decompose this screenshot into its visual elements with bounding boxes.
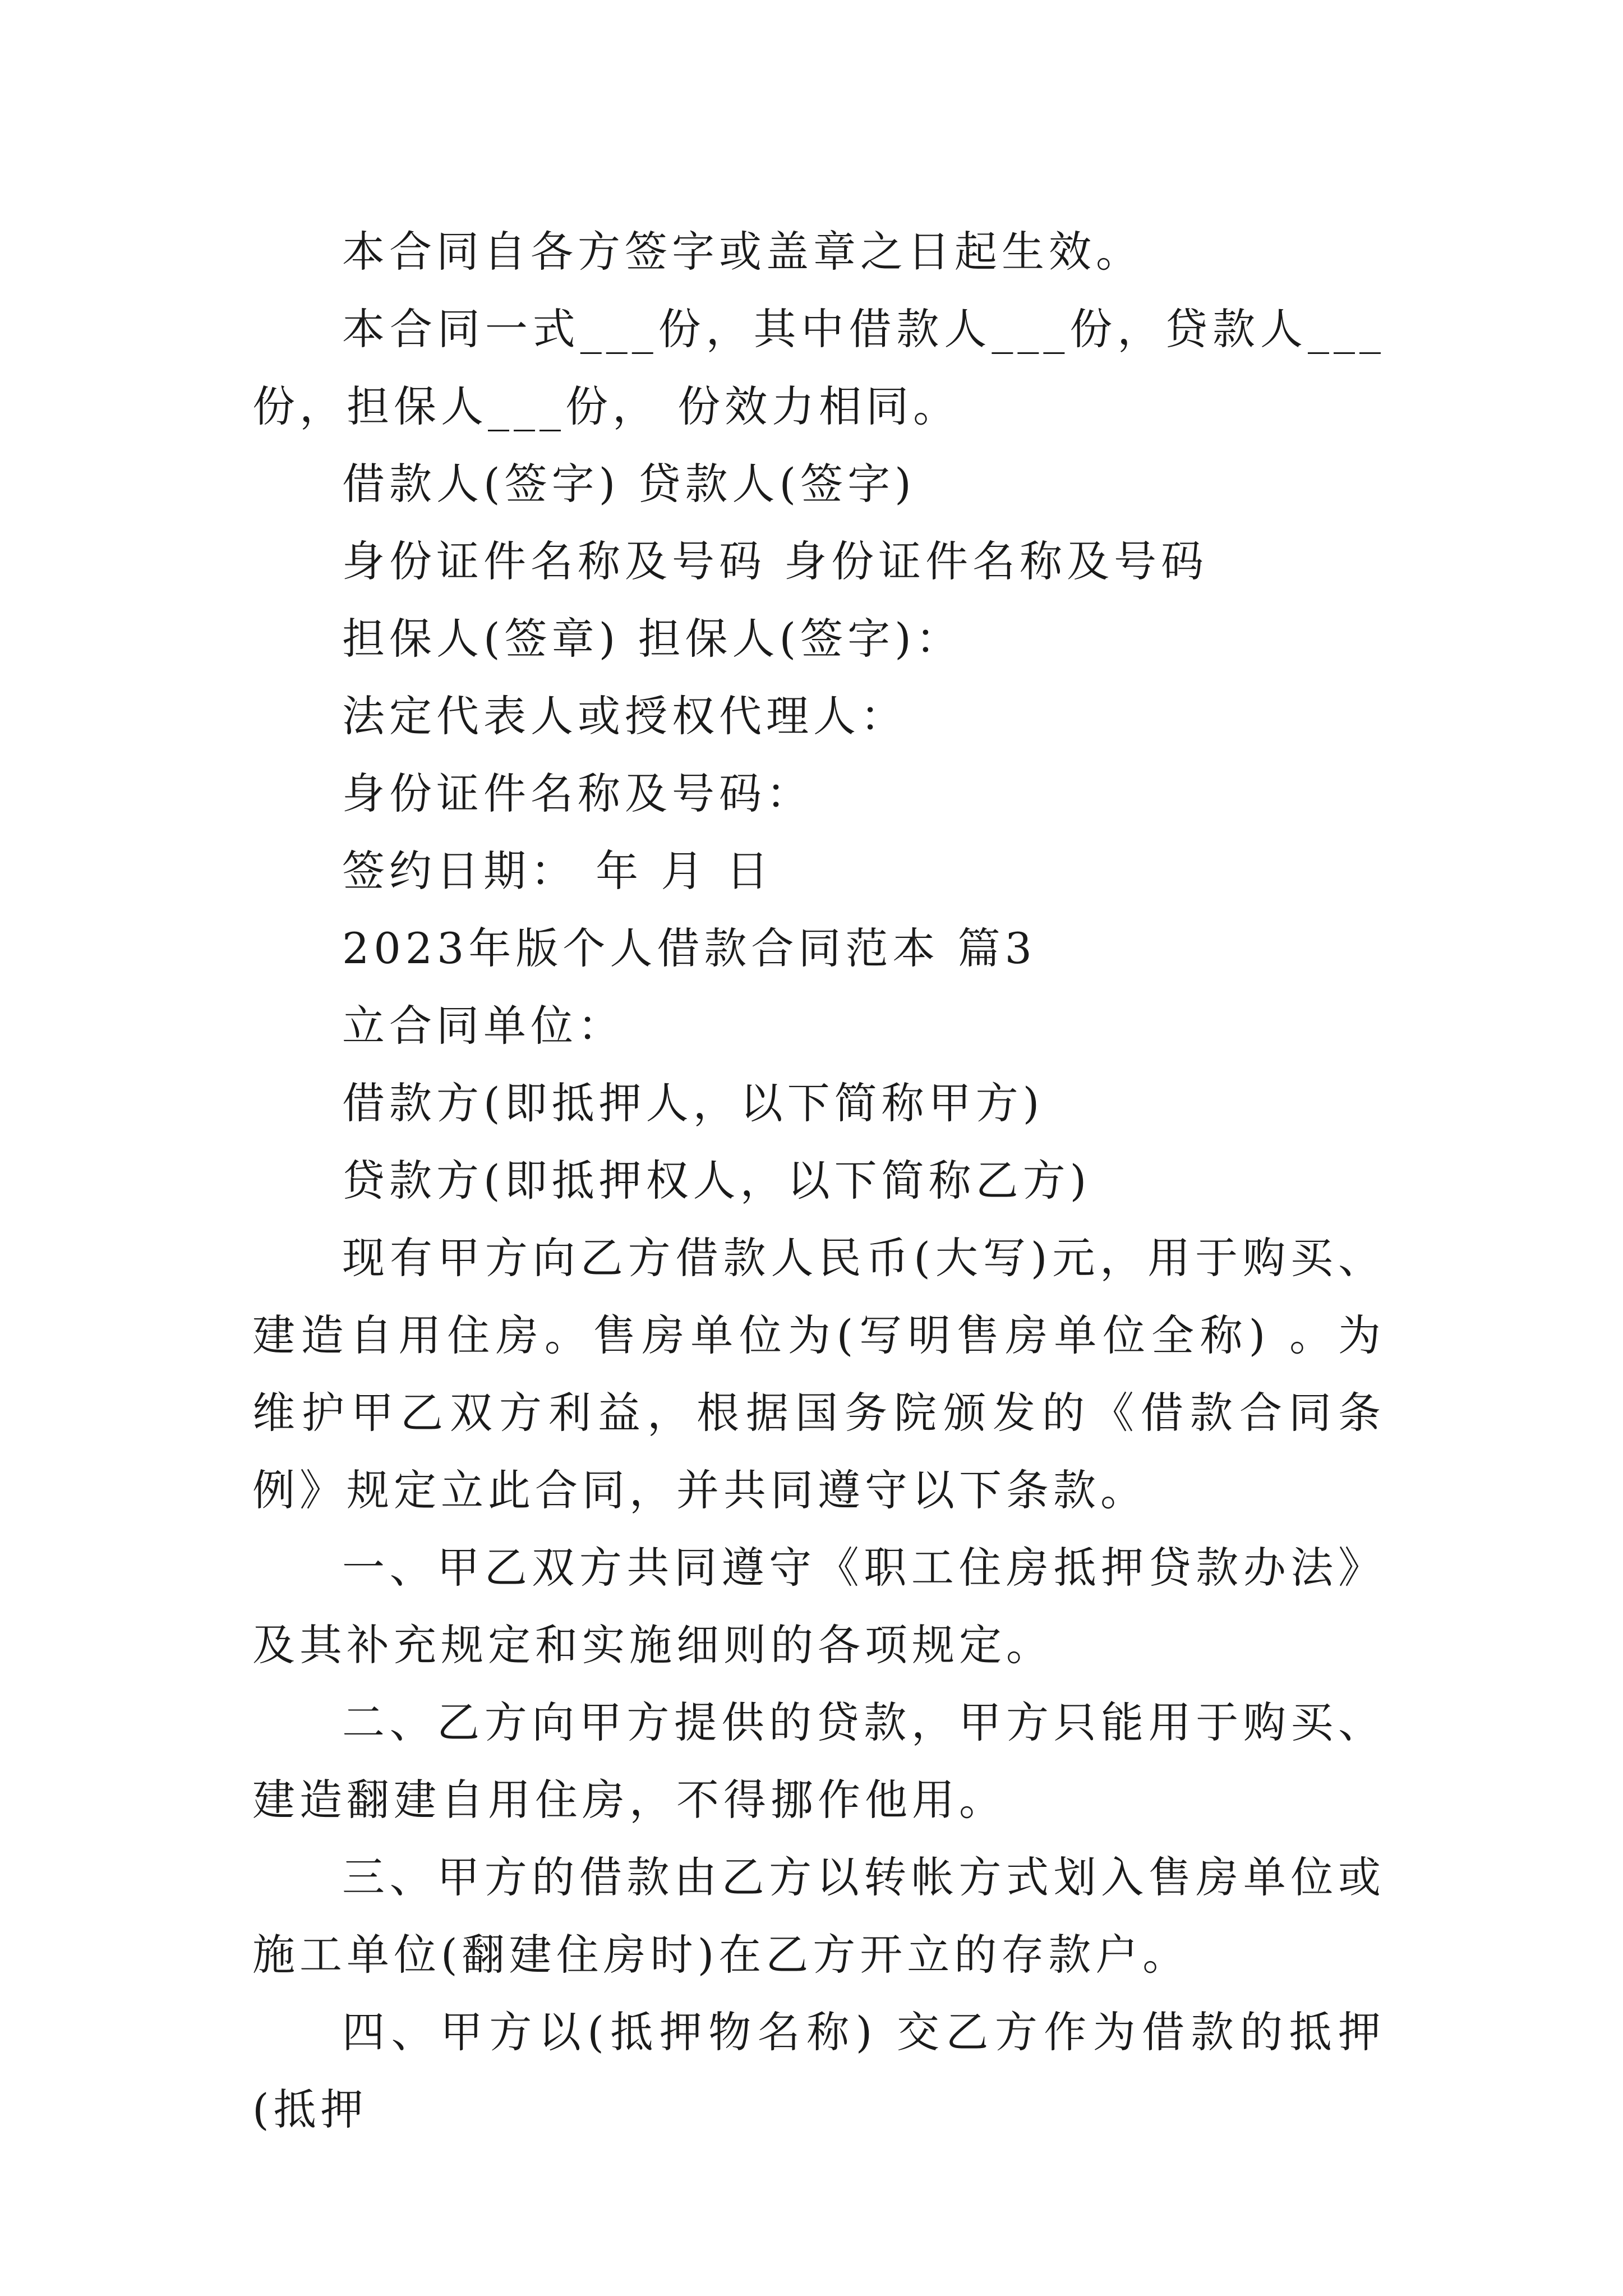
document-body xyxy=(252,213,1385,2148)
paragraph-lender-party: 贷款方(即抵押权人，以下简称乙方) xyxy=(342,1156,1091,1205)
clause-2: 二、乙方向甲方提供的贷款，甲方只能用于购买、建造翻建自用住房，不得挪作他用。 xyxy=(252,1697,1385,1825)
clause-3: 三、甲方的借款由乙方以转帐方式划入售房单位或施工单位(翻建住房时)在乙方开立的存款户。 xyxy=(252,1852,1385,1980)
clause-4: 四、甲方以(抵押物名称) 交乙方作为借款的抵押(抵押 xyxy=(252,2007,1385,2134)
paragraph-signing-date: 签约日期： 年 月 日 xyxy=(342,846,773,896)
paragraph-guarantor-signature: 担保人(签章) 担保人(签字)： xyxy=(342,614,963,664)
paragraph-legal-representative: 法定代表人或授权代理人： xyxy=(342,691,907,741)
paragraph-copies: 本合同一式___份，其中借款人___份，贷款人___份，担保人___份， 份效力相同。 xyxy=(252,304,1385,431)
clause-1: 一、甲乙双方共同遵守《职工住房抵押贷款办法》及其补充规定和实施细则的各项规定。 xyxy=(252,1543,1385,1670)
paragraph-id-document-number: 身份证件名称及号码： xyxy=(342,769,813,818)
paragraph-preamble: 现有甲方向乙方借款人民币(大写)元，用于购买、建造自用住房。售房单位为(写明售房单位全称) 。为维护甲乙双方利益，根据国务院颁发的《借款合同条例》规定立此合同，并共同遵守以下条款。 xyxy=(252,1233,1385,1515)
paragraph-borrower-party: 借款方(即抵押人，以下简称甲方) xyxy=(342,1078,1044,1128)
paragraph-id-documents: 身份证件名称及号码 身份证件名称及号码 xyxy=(342,536,1209,586)
paragraph-contracting-parties: 立合同单位： xyxy=(342,1001,625,1051)
section-heading: 2023年版个人借款合同范本 篇3 xyxy=(342,923,1036,973)
paragraph-effective: 本合同自各方签字或盖章之日起生效。 xyxy=(342,227,1143,277)
paragraph-signature-borrower-lender: 借款人(签字) 贷款人(签字) xyxy=(342,459,916,509)
